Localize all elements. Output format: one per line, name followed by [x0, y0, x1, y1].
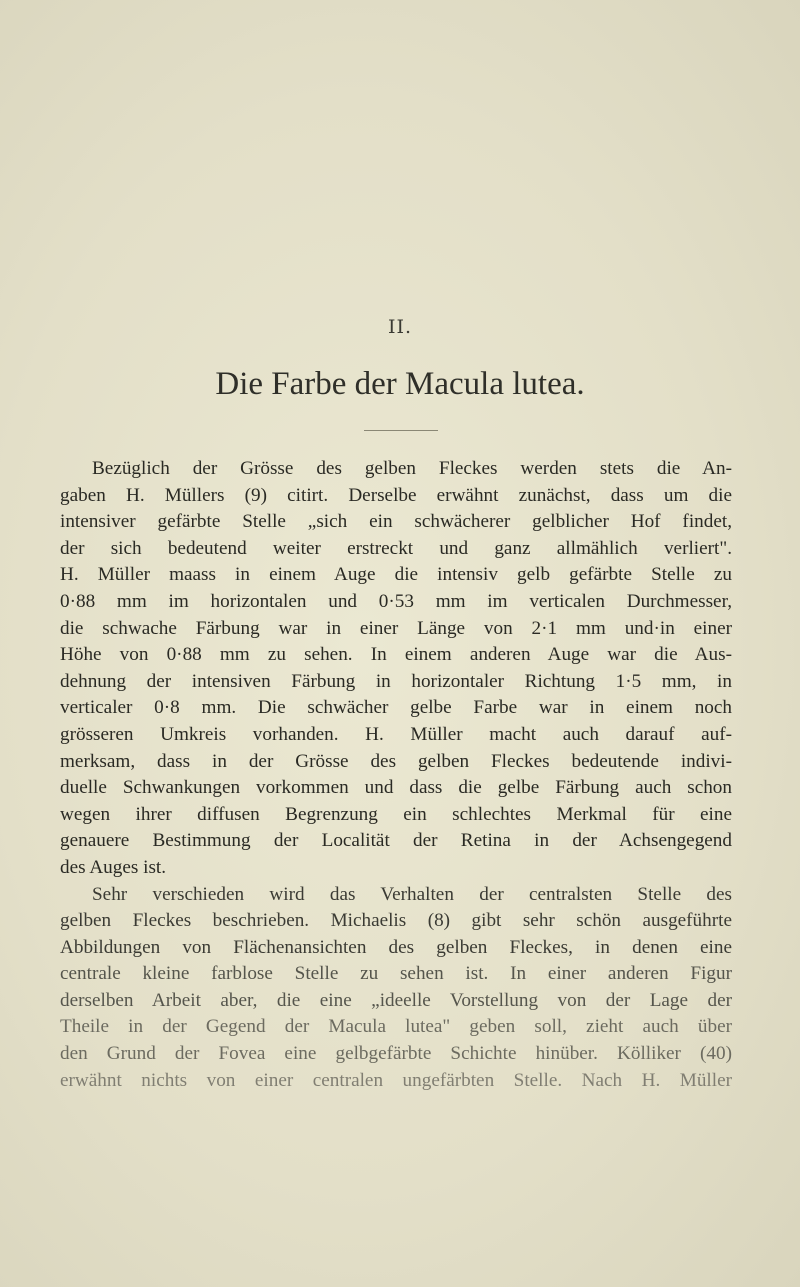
text-line: intensiver gefärbte Stelle „sich ein schwächerer gelblicher Hof findet, — [60, 511, 732, 533]
chapter-title: Die Farbe der Macula lutea. — [215, 366, 585, 402]
text-line: 0·88 mm im horizontalen und 0·53 mm im verticalen Durchmesser, — [60, 590, 732, 612]
paragraph-1 — [60, 456, 732, 882]
paragraph-2 — [60, 882, 732, 1095]
text-line: erwähnt nichts von einer centralen ungefärbten Stelle. Nach H. Müller — [60, 1069, 732, 1091]
text-line: derselben Arbeit aber, die eine „ideelle Vorstellung von der Lage der — [60, 989, 732, 1011]
text-line: centrale kleine farblose Stelle zu sehen ist. In einer anderen Figur — [60, 963, 732, 985]
body-text — [60, 456, 732, 1094]
text-line: Bezüglich der Grösse des gelben Fleckes werden stets die An- — [92, 458, 732, 479]
text-line: grösseren Umkreis vorhanden. H. Müller macht auch darauf auf- — [60, 723, 732, 745]
text-line: den Grund der Fovea eine gelbgefärbte Schichte hinüber. Kölliker (40) — [60, 1043, 732, 1065]
text-line: Theile in der Gegend der Macula lutea" geben soll, zieht auch über — [60, 1016, 732, 1038]
text-line: H. Müller maass in einem Auge die intensiv gelb gefärbte Stelle zu — [60, 564, 732, 586]
text-line: genauere Bestimmung der Localität der Retina in der Achsengegend — [60, 830, 732, 852]
text-line: gelben Fleckes beschrieben. Michaelis (8) gibt sehr schön ausgeführte — [60, 910, 732, 932]
text-line: duelle Schwankungen vorkommen und dass die gelbe Färbung auch schon — [60, 777, 732, 799]
title-divider — [364, 430, 438, 431]
text-line: Abbildungen von Flächenansichten des gelben Fleckes, in denen eine — [60, 936, 732, 958]
text-line: des Auges ist. — [60, 856, 167, 878]
text-line: die schwache Färbung war in einer Länge von 2·1 mm und·in einer — [60, 617, 732, 639]
text-line: Höhe von 0·88 mm zu sehen. In einem anderen Auge war die Aus- — [60, 644, 732, 666]
text-line: gaben H. Müllers (9) citirt. Derselbe erwähnt zunächst, dass um die — [60, 484, 732, 506]
text-line: wegen ihrer diffusen Begrenzung ein schlechtes Merkmal für eine — [60, 803, 732, 825]
text-line: verticaler 0·8 mm. Die schwächer gelbe Farbe war in einem noch — [60, 697, 732, 719]
text-line: dehnung der intensiven Färbung in horizontaler Richtung 1·5 mm, in — [60, 670, 732, 692]
text-line: Sehr verschieden wird das Verhalten der centralsten Stelle des — [92, 883, 732, 905]
text-line: merksam, dass in der Grösse des gelben Fleckes bedeutende indivi- — [60, 750, 732, 772]
text-line: der sich bedeutend weiter erstreckt und ganz allmählich verliert". — [60, 537, 732, 559]
chapter-number: II. — [387, 316, 413, 338]
